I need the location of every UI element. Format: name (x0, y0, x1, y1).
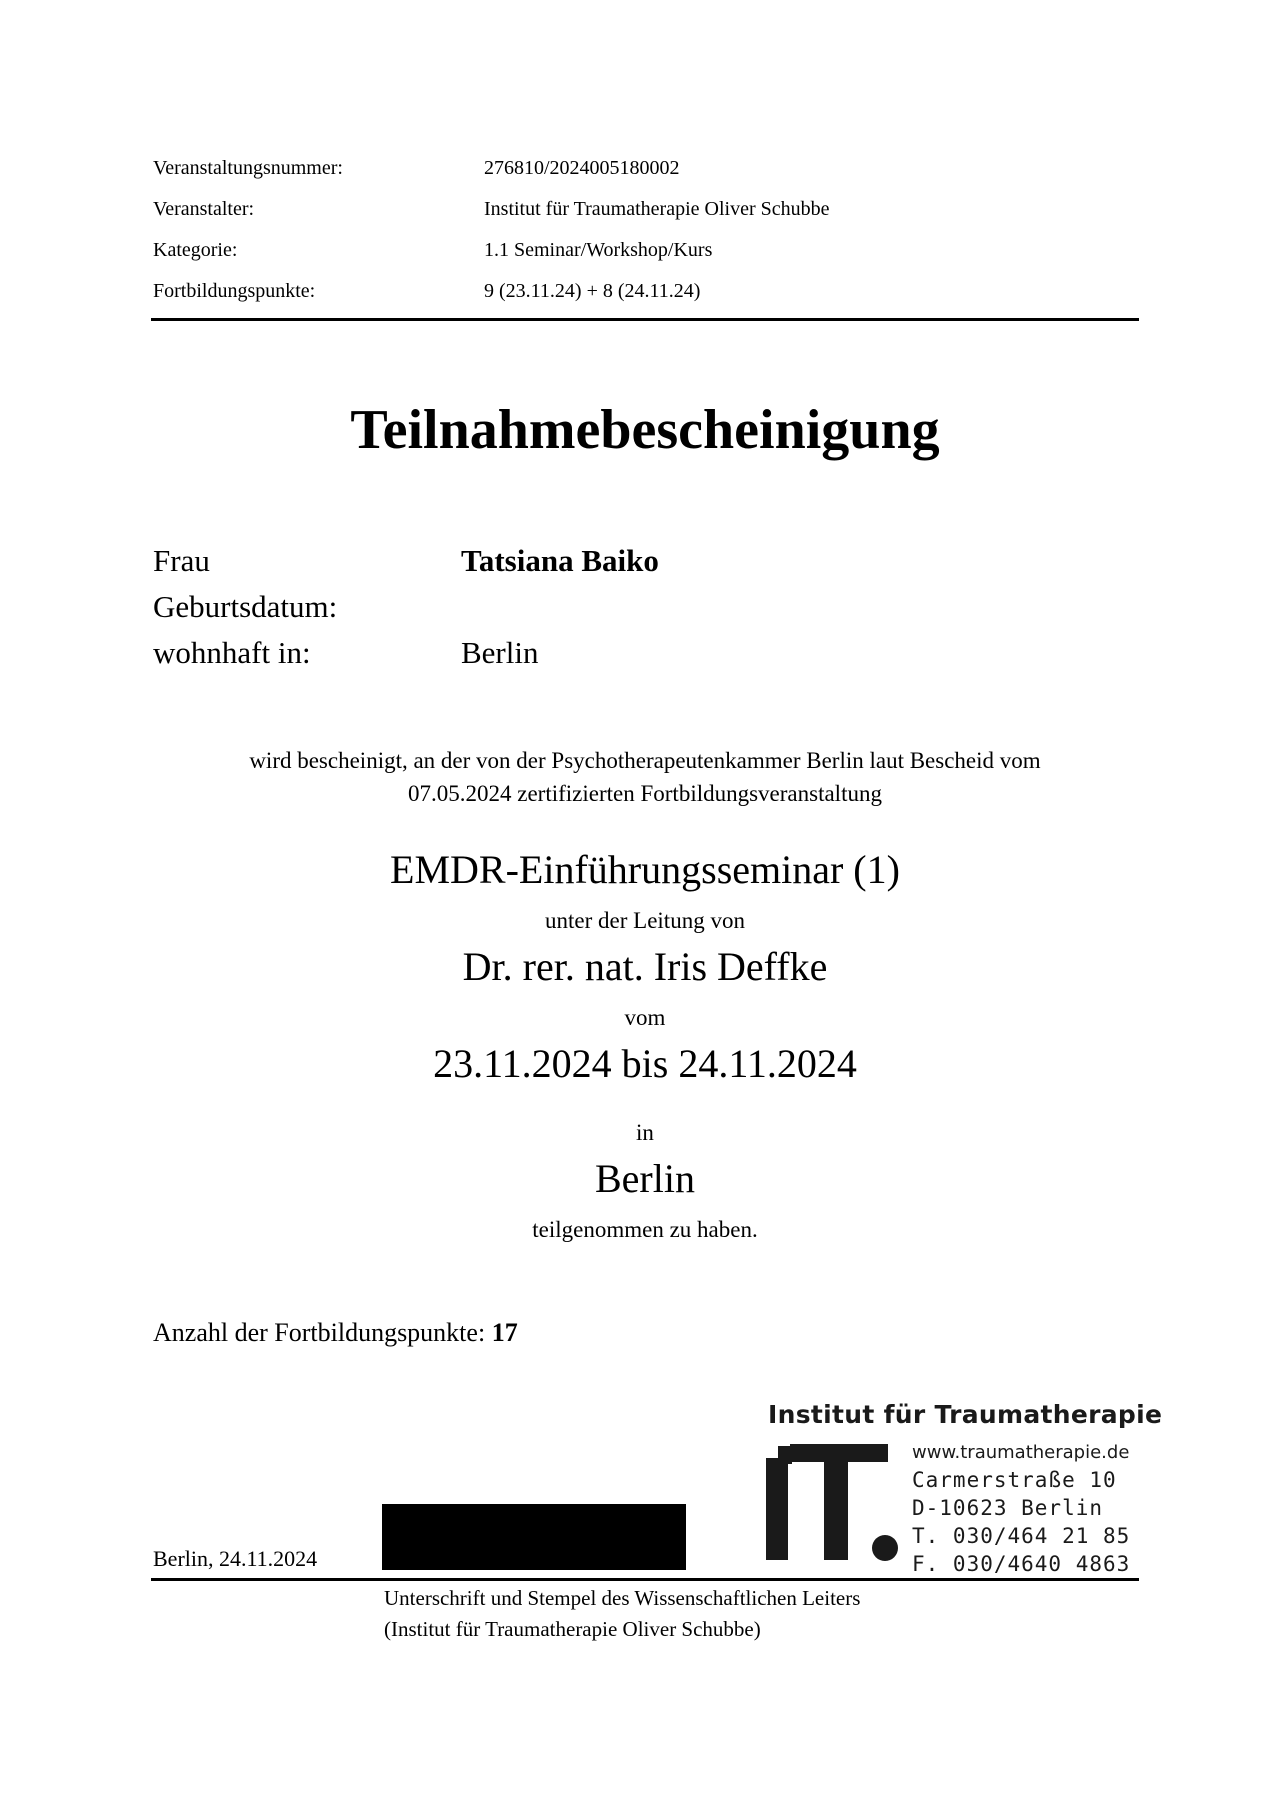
event-location: Berlin (595, 1156, 695, 1201)
birthdate-label: Geburtsdatum: (153, 589, 338, 624)
event-number-label: Veranstaltungsnummer: (153, 157, 343, 179)
header-divider (151, 318, 1139, 321)
points-value: 9 (23.11.24) + 8 (24.11.24) (484, 280, 701, 302)
in-text: in (636, 1120, 654, 1145)
stamp-title: Institut für Traumatherapie (768, 1400, 1163, 1429)
leader-name: Dr. rer. nat. Iris Deffke (462, 944, 828, 989)
stamp-fax: F. 030/4640 4863 (912, 1552, 1131, 1576)
signature-caption-line-2: (Institut für Traumatherapie Oliver Schubbe) (384, 1617, 761, 1641)
signature-caption-line-1: Unterschrift und Stempel des Wissenschaftlichen Leiters (384, 1586, 861, 1610)
redacted-signature (382, 1504, 686, 1570)
institute-logo-icon (760, 1436, 900, 1566)
event-dates: 23.11.2024 bis 24.11.2024 (433, 1041, 857, 1086)
organizer-label: Veranstalter: (153, 198, 255, 220)
participant-name: Tatsiana Baiko (461, 543, 659, 578)
course-title: EMDR-Einführungsseminar (1) (390, 847, 900, 892)
stamp-phone: T. 030/464 21 85 (912, 1524, 1131, 1548)
organizer-value: Institut für Traumatherapie Oliver Schubbe (484, 198, 830, 220)
salutation: Frau (153, 543, 210, 578)
points-label: Fortbildungspunkte: (153, 280, 316, 302)
signature-divider (151, 1578, 1139, 1581)
stamp-website: www.traumatherapie.de (912, 1442, 1130, 1463)
total-points (153, 1316, 518, 1350)
event-number-value: 276810/2024005180002 (484, 157, 680, 179)
category-value: 1.1 Seminar/Workshop/Kurs (484, 239, 713, 261)
certification-line-2: 07.05.2024 zertifizierten Fortbildungsveranstaltung (408, 781, 882, 806)
certification-line-1: wird bescheinigt, an der von der Psychotherapeutenkammer Berlin laut Bescheid vom (249, 748, 1041, 773)
from-text: vom (624, 1005, 666, 1030)
document-title: Teilnahmebescheinigung (350, 399, 940, 461)
residence-label: wohnhaft in: (153, 635, 311, 670)
residence-value: Berlin (461, 635, 539, 670)
total-points-label: Anzahl der Fortbildungspunkte: (153, 1318, 486, 1347)
stamp-street: Carmerstraße 10 (912, 1468, 1117, 1492)
closing-text: teilgenommen zu haben. (532, 1217, 758, 1242)
stamp-city: D-10623 Berlin (912, 1496, 1104, 1520)
category-label: Kategorie: (153, 239, 238, 261)
total-points-value: 17 (491, 1318, 518, 1347)
lead-text: unter der Leitung von (545, 908, 745, 933)
place-and-date: Berlin, 24.11.2024 (153, 1546, 318, 1571)
institute-stamp (760, 1400, 1163, 1580)
